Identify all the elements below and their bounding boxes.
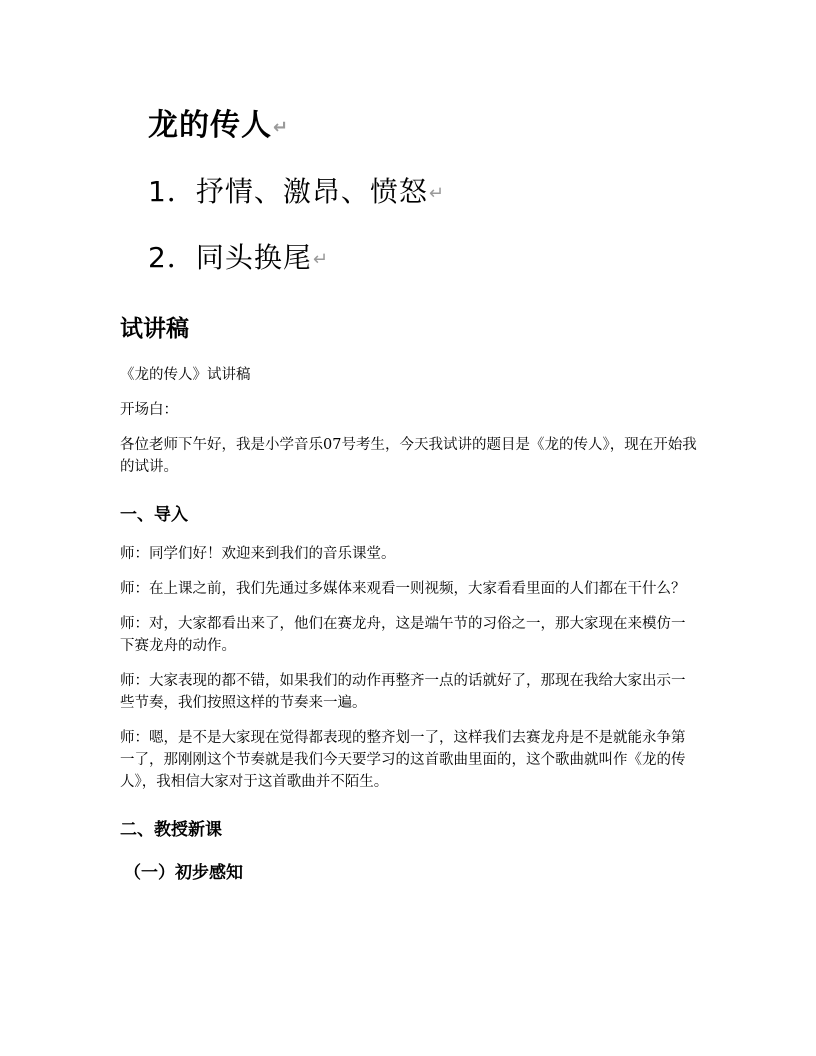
heading-initial-perception: （一）初步感知 xyxy=(124,863,243,883)
doc-title: 《龙的传人》试讲稿 xyxy=(120,367,251,383)
paragraph-mark-icon: ↵ xyxy=(312,249,329,270)
intro-paragraph: 师：同学们好！欢迎来到我们的音乐课堂。 xyxy=(120,546,396,562)
song-title xyxy=(148,100,289,144)
song-title-text: 龙的传人 xyxy=(148,108,272,143)
intro-paragraph: 师：对，大家都看出来了，他们在赛龙舟，这是端午节的习俗之一，那大家现在来模仿一下赛龙舟的动作。 xyxy=(120,616,686,654)
heading-new-lesson: 二、教授新课 xyxy=(120,820,222,840)
opening-text: 各位老师下午好，我是小学音乐07号考生，今天我试讲的题目是《龙的传人》，现在开始我的试讲。 xyxy=(120,437,697,475)
feature-item-2-text: 2．同头换尾 xyxy=(148,241,312,274)
feature-item-1-text: 1．抒情、激昂、愤怒 xyxy=(148,175,428,208)
paragraph-mark-icon: ↵ xyxy=(428,183,445,204)
paragraph-mark-icon: ↵ xyxy=(273,117,290,138)
feature-item-2 xyxy=(148,236,329,276)
opening-label: 开场白： xyxy=(120,402,178,418)
intro-paragraph: 师：在上课之前，我们先通过多媒体来观看一则视频，大家看看里面的人们都在干什么？ xyxy=(120,581,686,597)
intro-paragraph: 师：嗯，是不是大家现在觉得都表现的整齐划一了，这样我们去赛龙舟是不是就能永争第一了，那刚刚这个节奏就是我们今天要学习的这首歌曲里面的，这个歌曲就叫作《龙的传人》，我相信大家对于这首歌曲并不陌生。 xyxy=(120,730,686,790)
lecture-content xyxy=(120,364,698,883)
section-title: 试讲稿 xyxy=(120,316,189,342)
heading-intro: 一、导入 xyxy=(120,505,188,525)
intro-paragraph: 师：大家表现的都不错，如果我们的动作再整齐一点的话就好了，那现在我给大家出示一些节奏，我们按照这样的节奏来一遍。 xyxy=(120,673,686,711)
feature-item-1 xyxy=(148,170,445,210)
